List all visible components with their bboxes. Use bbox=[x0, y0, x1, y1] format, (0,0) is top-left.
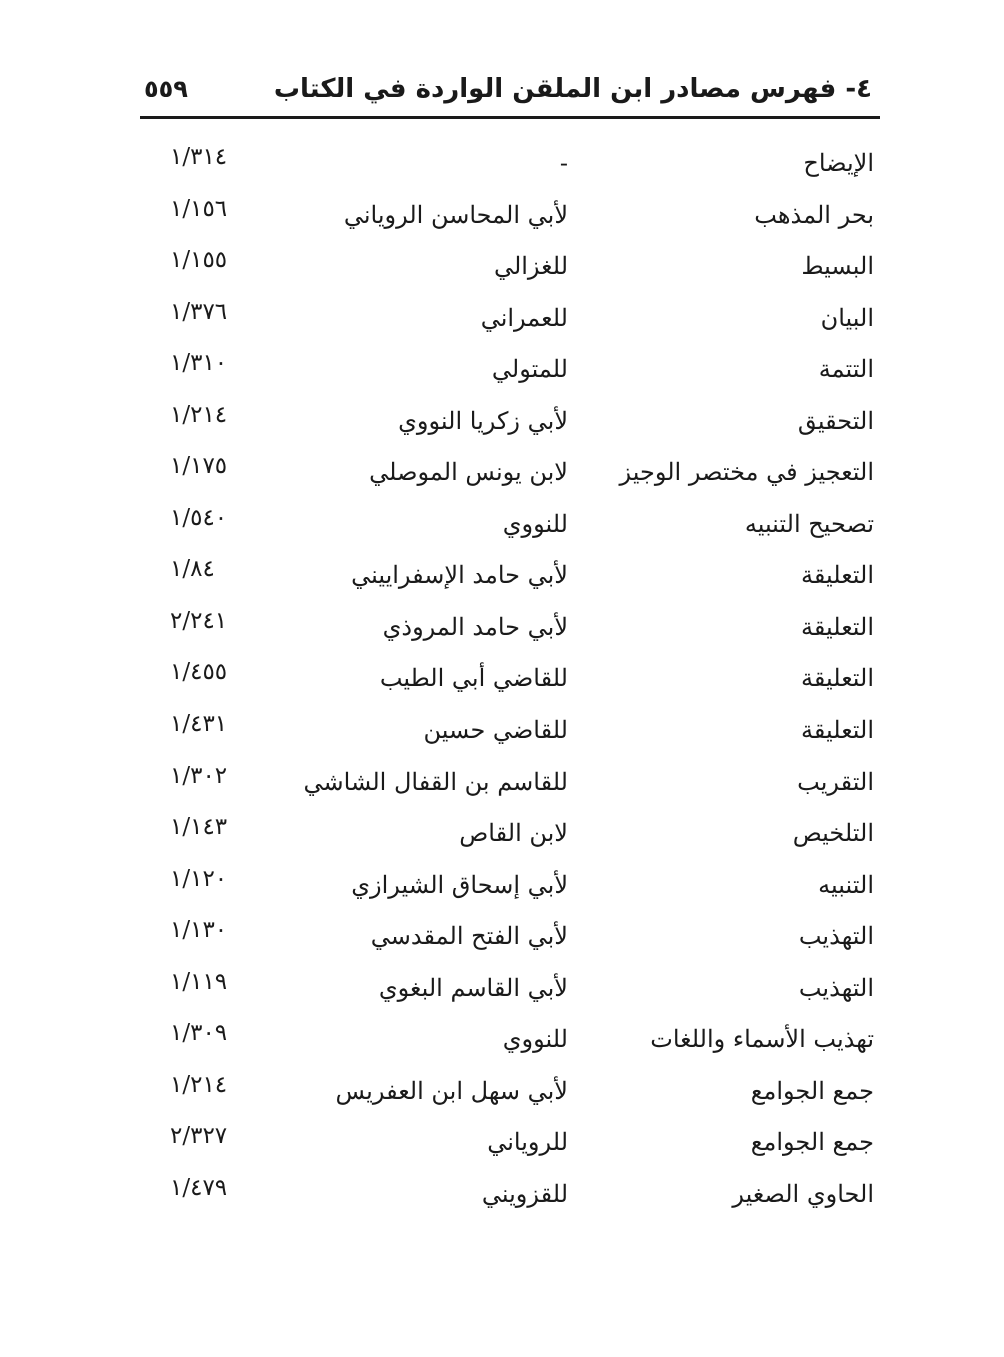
source-title: تصحيح التنبيه bbox=[744, 509, 874, 538]
source-title: جمع الجوامع bbox=[750, 1128, 874, 1157]
volume-page-reference: ١/٣١٤ bbox=[170, 144, 228, 170]
index-entry-row bbox=[140, 494, 880, 546]
index-entry-row bbox=[140, 1009, 880, 1061]
source-title: التعجيز في مختصر الوجيز bbox=[619, 458, 874, 487]
index-entry-row bbox=[140, 700, 880, 752]
source-title: الحاوي الصغير bbox=[732, 1179, 874, 1208]
volume-page-reference: ١/٨٤ bbox=[170, 556, 215, 583]
volume-page-reference: ١/١٢٠ bbox=[170, 865, 228, 892]
volume-page-reference: ١/٤٧٩ bbox=[170, 1174, 228, 1201]
source-author: لأبي القاسم البغوي bbox=[378, 973, 568, 1002]
source-author: لأبي حامد الإسفراييني bbox=[351, 561, 568, 590]
source-title: بحر المذهب bbox=[754, 200, 874, 229]
source-author: - bbox=[559, 149, 568, 177]
source-author: للغزالي bbox=[493, 252, 568, 281]
index-entry-row bbox=[140, 288, 880, 340]
source-author: لأبي زكريا النووي bbox=[398, 406, 568, 435]
source-author: للنووي bbox=[502, 1025, 568, 1054]
page-number: ٥٥٩ bbox=[144, 75, 188, 103]
source-title: البيان bbox=[820, 303, 874, 332]
volume-page-reference: ١/١٥٦ bbox=[170, 195, 228, 222]
source-author: للقاسم بن القفال الشاشي bbox=[303, 767, 568, 796]
source-title: التهذيب bbox=[798, 922, 874, 951]
source-author: للمتولي bbox=[491, 355, 568, 384]
index-entry-row bbox=[140, 1061, 880, 1113]
index-entry-row bbox=[140, 1112, 880, 1164]
index-entry-row bbox=[140, 236, 880, 288]
index-entry-row bbox=[140, 339, 880, 391]
index-entry-row bbox=[140, 855, 880, 907]
source-title: التلخيص bbox=[792, 819, 874, 848]
volume-page-reference: ١/١٣٠ bbox=[170, 917, 228, 944]
page-header bbox=[140, 64, 880, 114]
source-author: لأبي الفتح المقدسي bbox=[370, 922, 568, 951]
volume-page-reference: ١/٣٠٩ bbox=[170, 1020, 228, 1047]
source-title: الإيضاح bbox=[803, 149, 874, 177]
index-entry-row bbox=[140, 1164, 880, 1216]
sources-index-list bbox=[140, 133, 880, 1215]
volume-page-reference: ١/١٧٥ bbox=[170, 453, 228, 480]
source-title: التقريب bbox=[797, 767, 874, 796]
source-title: التتمة bbox=[818, 355, 874, 384]
source-title: التعليقة bbox=[801, 561, 874, 590]
index-entry-row bbox=[140, 133, 880, 185]
volume-page-reference: ١/٢١٤ bbox=[170, 401, 228, 428]
source-title: التهذيب bbox=[798, 973, 874, 1002]
source-author: للقاضي حسين bbox=[423, 716, 568, 745]
volume-page-reference: ١/٢١٤ bbox=[170, 1071, 228, 1098]
volume-page-reference: ١/٣٠٢ bbox=[170, 762, 228, 789]
source-author: للقزويني bbox=[481, 1179, 568, 1208]
volume-page-reference: ١/١٥٥ bbox=[170, 247, 228, 274]
source-author: لابن القاص bbox=[459, 819, 568, 848]
index-entry-row bbox=[140, 958, 880, 1010]
source-title: التعليقة bbox=[801, 664, 874, 693]
source-author: للعمراني bbox=[480, 303, 568, 332]
index-entry-row bbox=[140, 185, 880, 237]
source-author: للروياني bbox=[487, 1128, 568, 1157]
volume-page-reference: ١/٥٤٠ bbox=[170, 504, 228, 531]
index-entry-row bbox=[140, 803, 880, 855]
source-author: للقاضي أبي الطيب bbox=[379, 664, 568, 693]
source-author: لأبي حامد المروذي bbox=[382, 612, 568, 641]
source-title: التنبيه bbox=[818, 870, 874, 899]
volume-page-reference: ٢/٣٢٧ bbox=[170, 1123, 228, 1150]
source-author: للنووي bbox=[502, 509, 568, 538]
index-entry-row bbox=[140, 597, 880, 649]
source-title: جمع الجوامع bbox=[750, 1076, 874, 1105]
volume-page-reference: ١/٣٧٦ bbox=[170, 298, 228, 325]
source-author: لأبي سهل ابن العفريس bbox=[335, 1076, 568, 1105]
source-author: لأبي المحاسن الروياني bbox=[343, 200, 568, 229]
index-entry-row bbox=[140, 442, 880, 494]
source-author: لأبي إسحاق الشيرازي bbox=[351, 870, 568, 899]
source-title: تهذيب الأسماء واللغات bbox=[650, 1025, 874, 1054]
index-entry-row bbox=[140, 752, 880, 804]
source-title: التعليقة bbox=[801, 716, 874, 745]
source-title: التعليقة bbox=[801, 612, 874, 641]
volume-page-reference: ١/١٤٣ bbox=[170, 814, 228, 841]
volume-page-reference: ١/٤٣١ bbox=[170, 711, 228, 738]
volume-page-reference: ١/٤٥٥ bbox=[170, 659, 228, 686]
volume-page-reference: ١/٣١٠ bbox=[170, 350, 228, 377]
volume-page-reference: ١/١١٩ bbox=[170, 968, 228, 995]
chapter-title: ٤- فهرس مصادر ابن الملقن الواردة في الكتاب bbox=[273, 74, 872, 104]
source-author: لابن يونس الموصلي bbox=[369, 458, 568, 487]
index-entry-row bbox=[140, 648, 880, 700]
source-title: البسيط bbox=[801, 252, 874, 281]
source-title: التحقيق bbox=[797, 406, 874, 435]
index-entry-row bbox=[140, 906, 880, 958]
index-entry-row bbox=[140, 545, 880, 597]
volume-page-reference: ٢/٢٤١ bbox=[170, 607, 228, 634]
header-divider bbox=[140, 116, 880, 119]
index-entry-row bbox=[140, 391, 880, 443]
